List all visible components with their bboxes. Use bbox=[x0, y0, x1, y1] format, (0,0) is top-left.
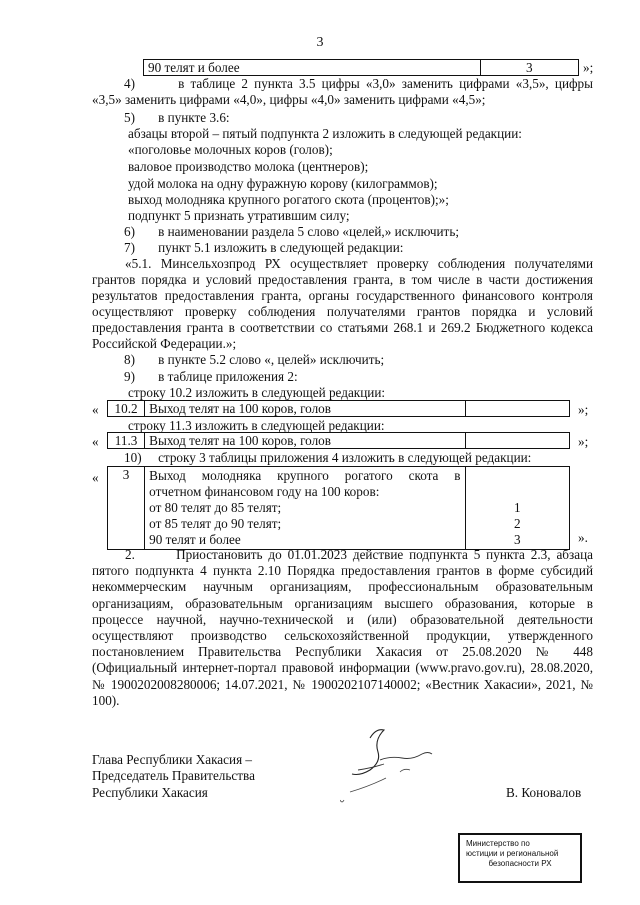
row-113-open: « bbox=[92, 434, 99, 449]
paragraph-5-1: «5.1. Минсельхозпрод РХ осуществляет проверку соблюдения получателями грантов порядка и условий предоставления гранта, в том числе в части достижения результатов предоставления гранта, органы государственного финансового контроля осуществляют проверку соблюдения получателями грантов порядка и условий предоставления гранта в соответствии со статьями 268.1 и 269.2 Бюджетного кодекса Российской Федерации.»; bbox=[92, 256, 593, 352]
row-3-text bbox=[145, 467, 465, 550]
row-3-number: 3 bbox=[108, 467, 145, 550]
row-102-close: »; bbox=[578, 402, 589, 417]
row-3-title-2: отчетном финансовом году на 100 коров: bbox=[149, 484, 380, 499]
row-102-open: « bbox=[92, 402, 99, 417]
signatory-name: В. Коновалов bbox=[506, 785, 582, 800]
row-3-close: ». bbox=[578, 530, 588, 545]
page-number: 3 bbox=[316, 35, 324, 50]
row-3-title-1: Выход молодняка крупного рогатого скота в bbox=[149, 468, 461, 483]
row-102-number: 10.2 bbox=[108, 401, 145, 417]
top-table-value: 3 bbox=[480, 60, 578, 76]
item-5: 5) в пункте 3.6: bbox=[124, 110, 230, 125]
item-5-line-c: валовое производство молока (центнеров); bbox=[128, 159, 369, 174]
item-7: 7) пункт 5.1 изложить в следующей редакции: bbox=[124, 240, 404, 255]
row-3-value-1: 1 bbox=[513, 500, 521, 515]
row-3-value-3: 3 bbox=[513, 532, 521, 547]
row-113-value bbox=[465, 433, 569, 449]
paragraph-2: 2. Приостановить до 01.01.2023 действие подпункта 5 пункта 2.3, абзаца пятого подпункта 4 пункта 2.10 Порядка предоставления грантов в форме субсидий некоммерческим научным организациям, профессиональным образовательным организациям, образовательным организациям высшего образования, которые в процессе научной, научно-технической и (или) образовательной деятельности осуществляют производство сельскохозяйственной продукции, утвержденного постановлением Правительства Республики Хакасия от 25.08.2020 № 448 (Официальный интернет-портал правовой информации (www.pravo.gov.ru), 28.08.2020, № 1900202008280006; 14.07.2021, № 1900202107140002; «Вестник Хакасии», 2021, № 100). bbox=[92, 547, 593, 708]
registration-stamp bbox=[458, 833, 582, 883]
stamp-line-2: юстиции и региональной bbox=[466, 849, 559, 858]
item-4-line-2: «3,5» заменить цифрами «4,0», цифры «4,0» заменить цифрами «4,5»; bbox=[92, 92, 486, 107]
row-3-sub-1: от 80 телят до 85 телят; bbox=[149, 500, 282, 515]
item-9-line-a: строку 10.2 изложить в следующей редакции: bbox=[128, 385, 386, 400]
item-8: 8) в пункте 5.2 слово «, целей» исключить; bbox=[124, 352, 385, 367]
item-5-line-f: подпункт 5 признать утратившим силу; bbox=[128, 208, 350, 223]
top-table-fragment bbox=[143, 59, 579, 76]
row-3-value-2: 2 bbox=[513, 516, 521, 531]
item-5-line-b: «поголовье молочных коров (голов); bbox=[128, 142, 333, 157]
row-3-values bbox=[465, 467, 569, 550]
row-3-table bbox=[107, 466, 570, 550]
signature-title-3: Республики Хакасия bbox=[92, 785, 208, 800]
row-113-text: Выход телят на 100 коров, голов bbox=[145, 433, 465, 449]
row-102-text: Выход телят на 100 коров, голов bbox=[145, 401, 465, 417]
item-9: 9) в таблице приложения 2: bbox=[124, 369, 298, 384]
handwritten-signature bbox=[340, 720, 450, 810]
signature-title-2: Председатель Правительства bbox=[92, 768, 255, 783]
item-5-line-a: абзацы второй – пятый подпункта 2 изложить в следующей редакции: bbox=[128, 126, 522, 141]
item-4-line-1: 4) в таблице 2 пункта 3.5 цифры «3,0» заменить цифрами «3,5», цифры bbox=[124, 76, 593, 91]
top-table-close: »; bbox=[583, 60, 594, 75]
row-113-number: 11.3 bbox=[108, 433, 145, 449]
row-102-value bbox=[465, 401, 569, 417]
row-3-open: « bbox=[92, 470, 99, 485]
item-6: 6) в наименовании раздела 5 слово «целей,» исключить; bbox=[124, 224, 459, 239]
stamp-line-1: Министерство по bbox=[466, 839, 530, 848]
item-9-line-b: строку 11.3 изложить в следующей редакции: bbox=[128, 418, 385, 433]
row-102-table bbox=[107, 400, 570, 417]
row-3-sub-2: от 85 телят до 90 телят; bbox=[149, 516, 282, 531]
item-5-line-d: удой молока на одну фуражную корову (килограммов); bbox=[128, 176, 438, 191]
item-5-line-e: выход молодняка крупного рогатого скота (процентов);»; bbox=[128, 192, 449, 207]
top-table-label: 90 телят и более bbox=[144, 60, 481, 76]
row-113-table bbox=[107, 432, 570, 449]
signature-title-1: Глава Республики Хакасия – bbox=[92, 752, 253, 767]
row-113-close: »; bbox=[578, 434, 589, 449]
row-3-sub-3: 90 телят и более bbox=[149, 532, 241, 547]
item-10: 10) строку 3 таблицы приложения 4 изложить в следующей редакции: bbox=[124, 450, 532, 465]
stamp-line-3: безопасности РХ bbox=[488, 859, 552, 868]
